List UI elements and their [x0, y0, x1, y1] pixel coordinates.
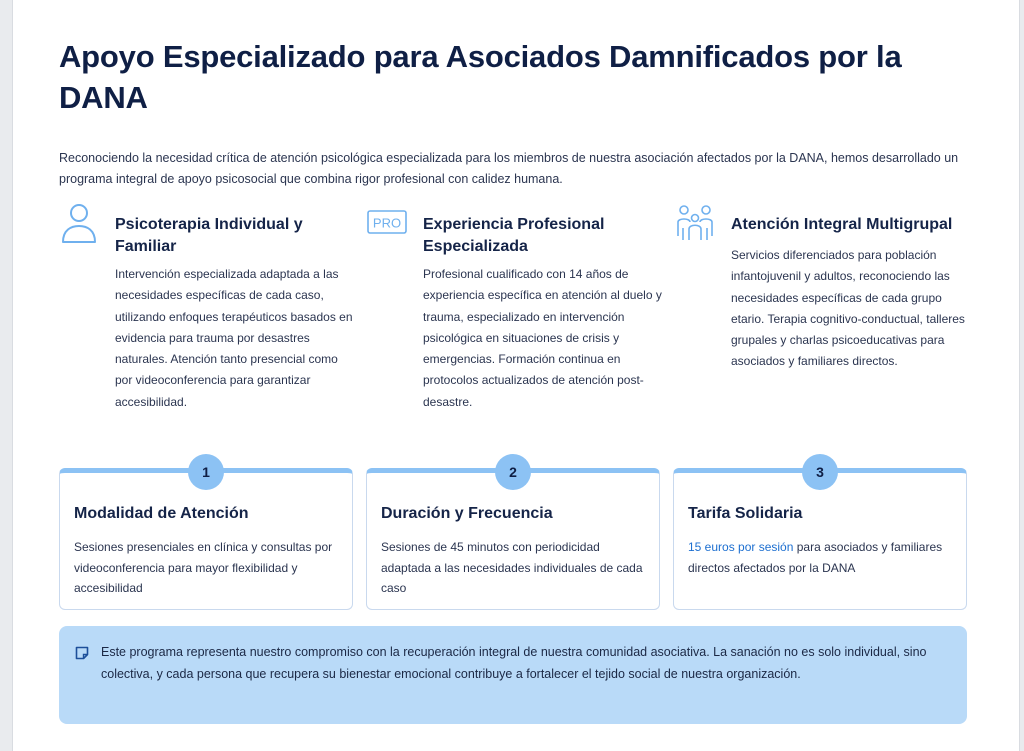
page-sheet [12, 0, 1020, 751]
price-description: para asociados y familiares directos afectados por la DANA [688, 540, 943, 575]
pro-badge-text: PRO [372, 215, 402, 231]
step-number-badge: 3 [802, 454, 838, 490]
feature-title: Psicoterapia Individual y Familiar [115, 216, 303, 255]
feature-text: Profesional cualificado con 14 años de experiencia específica en atención al duelo y trauma, especializado en intervención psicológica en situaciones de crisis y emergencias. Formación continua en protocolos actualizados de atención post-desastre. [423, 267, 662, 409]
note-icon [75, 646, 89, 660]
group-icon [675, 202, 715, 244]
step-number-badge: 2 [495, 454, 531, 490]
card-text: Sesiones de 45 minutos con periodicidad adaptada a las necesidades individuales de cada caso [381, 540, 643, 595]
user-icon [59, 202, 99, 244]
page-title: Apoyo Especializado para Asociados Damnificados por la DANA [59, 39, 902, 115]
card-text [688, 537, 956, 578]
pro-badge-icon [367, 202, 407, 244]
price-highlight: 15 euros por sesión [688, 540, 794, 554]
step-number-badge: 1 [188, 454, 224, 490]
card-title: Tarifa Solidaria [688, 505, 803, 522]
info-card-fee [673, 464, 967, 610]
intro-paragraph: Reconociendo la necesidad crítica de atención psicológica especializada para los miembros de nuestra asociación afectados por la DANA, hemos desarrollado un programa integral de apoyo psicosocial que combina rigor profesional con calidez humana. [59, 151, 959, 186]
feature-text: Servicios diferenciados para población infantojuvenil y adultos, reconociendo las necesidades específicas de cada grupo etario. Terapia cognitivo-conductual, talleres grupales y charlas psicoeducativas para asociados y familiares directos. [731, 248, 965, 369]
feature-text: Intervención especializada adaptada a las necesidades específicas de cada caso, utilizando enfoques terapéuticos basados en evidencia para trauma por desastres naturales. Atención tanto presencial como por videoconferencia para garantizar accesibilidad. [115, 267, 353, 409]
card-text: Sesiones presenciales en clínica y consultas por videoconferencia para mayor flexibilidad y accesibilidad [74, 540, 333, 595]
commitment-note [59, 626, 967, 724]
card-title: Modalidad de Atención [74, 505, 249, 522]
info-card-duration [366, 464, 660, 610]
note-text: Este programa representa nuestro compromiso con la recuperación integral de nuestra comunidad asociativa. La sanación no es solo individual, sino colectiva, y cada persona que recupera su bienestar emocional contribuye a fortalecer el tejido social de nuestra organización. [101, 645, 927, 681]
feature-title: Experiencia Profesional Especializada [423, 216, 605, 255]
card-title: Duración y Frecuencia [381, 505, 553, 522]
info-card-modality [59, 464, 353, 610]
feature-title: Atención Integral Multigrupal [731, 216, 953, 233]
